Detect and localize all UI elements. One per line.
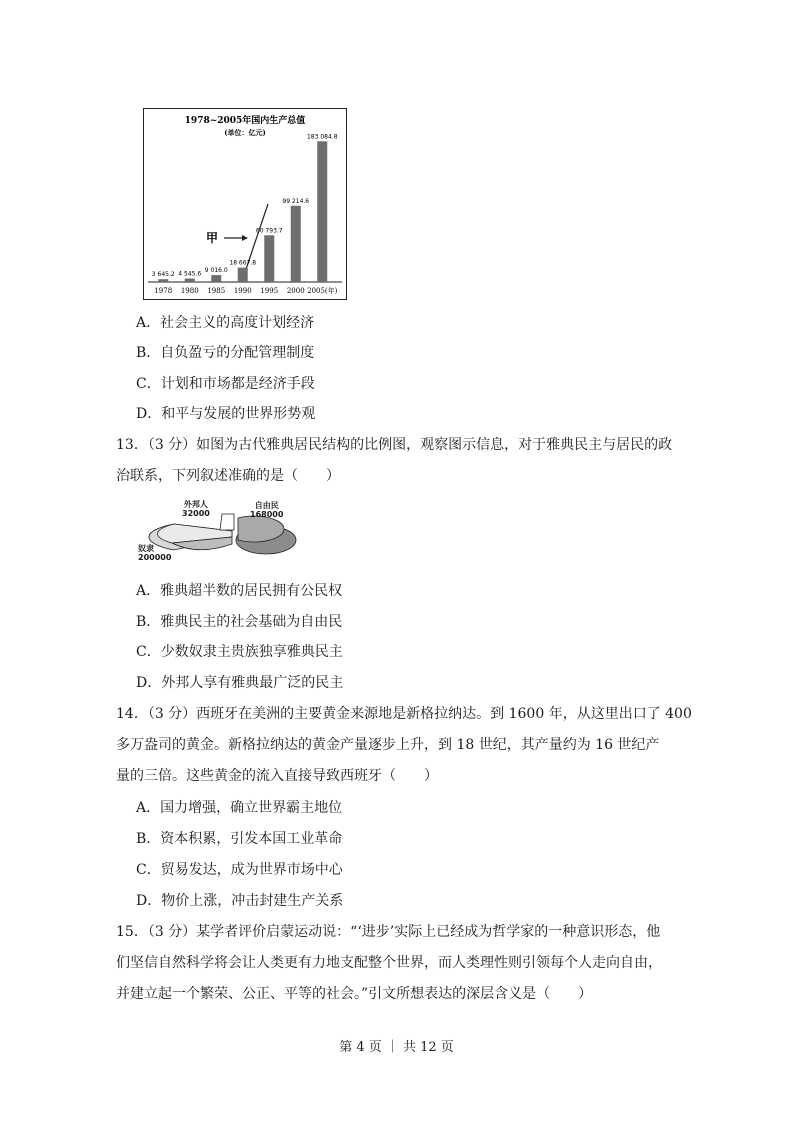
bar-1985 — [211, 275, 221, 282]
bar-1990 — [238, 268, 248, 282]
q15-line-1: 15．（3 分）某学者评价启蒙运动说：“‘进步’实际上已经成为哲学家的一种意识形态，他 — [116, 924, 661, 940]
bar-value-label: 18 667.8 — [229, 259, 257, 267]
bar-value-label: 9 016.0 — [204, 267, 228, 275]
q14-option-a: A．国力增强，确立世界霸主地位 — [136, 800, 343, 816]
q14-stem — [116, 699, 692, 792]
label-free-name: 自由民 — [254, 501, 279, 510]
q15-line-2: 们坚信自然科学将会让人类更有力地支配整个世界，而人类理性则引领每个人走向自由， — [116, 955, 662, 971]
arrow-head-icon — [242, 235, 248, 241]
chart-title: 1978~2005年国内生产总值 — [184, 116, 306, 126]
q12-option-c: C．计划和市场都是经济手段 — [136, 376, 315, 392]
q14-line-1: 14．（3 分）西班牙在美洲的主要黄金来源地是新格拉纳达。到 1600 年，从这里出口了 400 — [116, 706, 692, 722]
page-footer: 第 4 页 ｜ 共 12 页 — [339, 1040, 454, 1055]
q12-option-d: D．和平与发展的世界形势观 — [136, 406, 316, 422]
q13-option-c: C．少数奴隶主贵族独享雅典民主 — [136, 644, 343, 660]
bar-value-label: 60 793.7 — [255, 227, 283, 235]
bar-2005(年) — [317, 141, 327, 282]
x-tick-label: 1980 — [180, 287, 199, 295]
q14-option-b: B．资本积累，引发本国工业革命 — [136, 831, 343, 847]
q13-line-1: 13．（3 分）如图为古代雅典居民结构的比例图，观察图示信息，对于雅典民主与居民的政 — [116, 437, 673, 453]
bar-value-label: 183 084.8 — [306, 133, 338, 141]
pie-slice-foreigners — [220, 514, 234, 530]
label-slaves-name: 奴隶 — [138, 544, 154, 553]
label-slaves-value: 200000 — [138, 553, 172, 562]
x-tick-label: 1978 — [154, 287, 173, 295]
bar-value-label: 99 214.6 — [282, 197, 310, 205]
q13-option-b: B．雅典民主的社会基础为自由民 — [136, 614, 343, 630]
q12-option-b: B．自负盈亏的分配管理制度 — [136, 345, 315, 361]
x-tick-label: 2005(年) — [307, 287, 338, 295]
q13-line-2: 治联系，下列叙述准确的是（ ） — [116, 468, 340, 484]
q14-option-d: D．物价上涨，冲击封建生产关系 — [136, 893, 344, 909]
chart-subtitle: (单位：亿元) — [224, 128, 266, 137]
x-tick-label: 2000 — [286, 287, 305, 295]
q13-stem — [116, 430, 676, 492]
x-tick-label: 1985 — [207, 287, 226, 295]
gdp-chart-svg — [144, 109, 346, 299]
bar-1980 — [185, 279, 195, 282]
bar-value-label: 4 545.6 — [178, 270, 202, 278]
bar-2000 — [291, 206, 301, 282]
label-free — [250, 501, 283, 519]
label-free-value: 168000 — [250, 510, 284, 519]
q12-option-a: A．社会主义的高度计划经济 — [136, 315, 315, 331]
x-tick-label: 1990 — [233, 287, 252, 295]
bar-1978 — [158, 279, 168, 282]
bar-value-label: 3 645.2 — [151, 271, 175, 279]
label-foreigners — [182, 500, 210, 518]
gdp-bar-chart — [143, 108, 347, 300]
annotation-label: 甲 — [206, 231, 219, 245]
x-tick-label: 1995 — [260, 287, 279, 295]
label-foreigners-name: 外邦人 — [183, 500, 208, 509]
label-foreigners-value: 32000 — [182, 509, 210, 518]
q15-stem — [116, 917, 676, 1010]
bar-1995 — [264, 235, 274, 282]
q14-line-2: 多万盎司的黄金。新格拉纳达的黄金产量逐步上升，到 18 世纪，其产量约为 16 世纪产 — [116, 737, 660, 753]
label-slaves — [138, 544, 171, 562]
q14-line-3: 量的三倍。这些黄金的流入直接导致西班牙（ ） — [116, 768, 438, 784]
population-pie-chart — [138, 496, 310, 566]
q14-option-c: C．贸易发达，成为世界市场中心 — [136, 862, 343, 878]
q13-option-a: A．雅典超半数的居民拥有公民权 — [136, 583, 343, 599]
q13-option-d: D．外邦人享有雅典最广泛的民主 — [136, 675, 344, 691]
q15-line-3: 并建立起一个繁荣、公正、平等的社会。”引文所想表达的深层含义是（ ） — [116, 986, 593, 1002]
